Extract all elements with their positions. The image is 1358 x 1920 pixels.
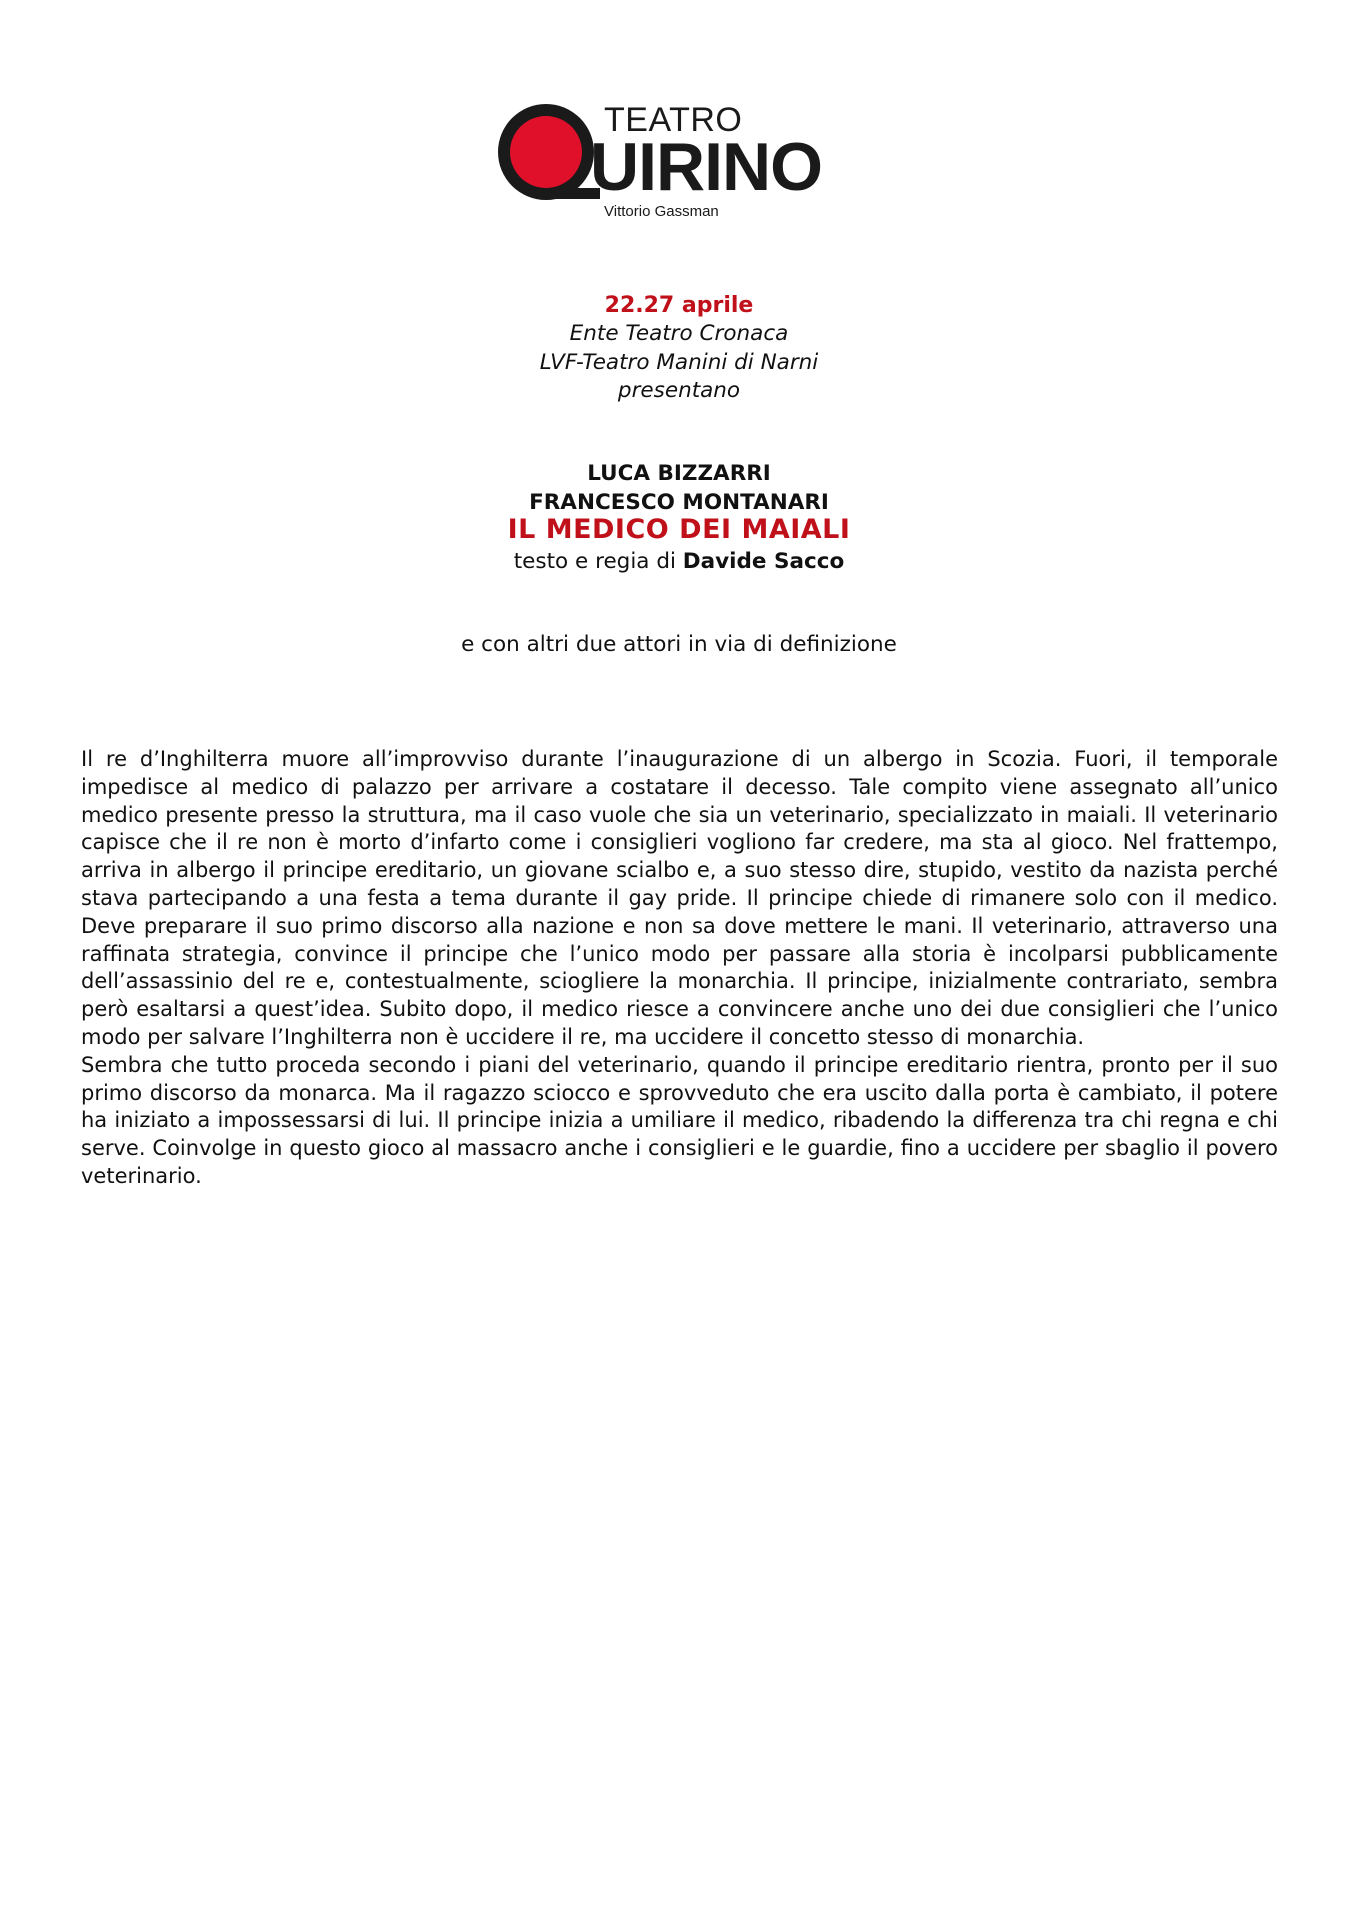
synopsis	[81, 746, 1278, 1191]
other-actors-note: e con altri due attori in via di definizione	[461, 632, 897, 657]
presenters-block	[0, 320, 1358, 406]
teatro-quirino-logo	[492, 96, 882, 226]
credit-prefix: testo e regia di	[513, 549, 683, 574]
actor-name: FRANCESCO MONTANARI	[529, 490, 829, 515]
cast-block	[0, 459, 1358, 517]
logo-line1: TEATRO	[604, 101, 743, 139]
show-title: IL MEDICO DEI MAIALI	[507, 514, 851, 545]
presenter-line: presentano	[617, 378, 741, 403]
director-credit	[0, 548, 1358, 576]
synopsis-paragraph: Sembra che tutto proceda secondo i piani del veterinario, quando il principe ereditario rientra, pronto per il suo primo discorso da monarca. Ma il ragazzo sciocco e sprovveduto che era uscito dalla porta è cambiato, il potere ha iniziato a impossessarsi di lui. Il principe inizia a umiliare il medico, ribadendo la differenza tra chi regna e chi serve. Coinvolge in questo gioco al massacro anche i consiglieri e le guardie, fino a uccidere per sbaglio il povero veterinario.	[81, 1052, 1278, 1188]
logo-line2: UIRINO	[590, 129, 822, 205]
logo-red-circle	[510, 116, 582, 188]
logo-line3: Vittorio Gassman	[604, 203, 719, 220]
actor-name: LUCA BIZZARRI	[587, 461, 771, 486]
director-name: Davide Sacco	[682, 549, 845, 574]
presenter-line: LVF-Teatro Manini di Narni	[539, 349, 819, 375]
event-date: 22.27 aprile	[604, 293, 754, 318]
synopsis-paragraph: Il re d’Inghilterra muore all’improvviso durante l’inaugurazione di un albergo in Scozia. Fuori, il temporale impedisce al medico di palazzo per arrivare a costatare il decesso. Tale compito viene assegnato all’unico medico presente presso la struttura, ma il caso vuole che sia un veterinario, specializzato in maiali. Il veterinario capisce che il re non è morto d’infarto come i consiglieri vogliono far credere, ma sta al gioco. Nel frattempo, arriva in albergo il principe ereditario, un giovane scialbo e, a suo stesso dire, stupido, vestito da nazista perché stava partecipando a una festa a tema durante il gay pride. Il principe chiede di rimanere solo con il medico. Deve preparare il suo primo discorso alla nazione e non sa dove mettere le mani. Il veterinario, attraverso una raffinata strategia, convince il principe che l’unico modo per passare alla storia è incolparsi pubblicamente dell’assassinio del re e, contestualmente, sciogliere la monarchia. Il principe, inizialmente contrariato, sembra però esaltarsi a quest’idea. Subito dopo, il medico riesce a convincere anche uno dei due consiglieri che l’unico modo per salvare l’Inghilterra non è uccidere il re, ma uccidere il concetto stesso di monarchia.	[81, 747, 1278, 1049]
presenter-line: Ente Teatro Cronaca	[569, 321, 789, 346]
